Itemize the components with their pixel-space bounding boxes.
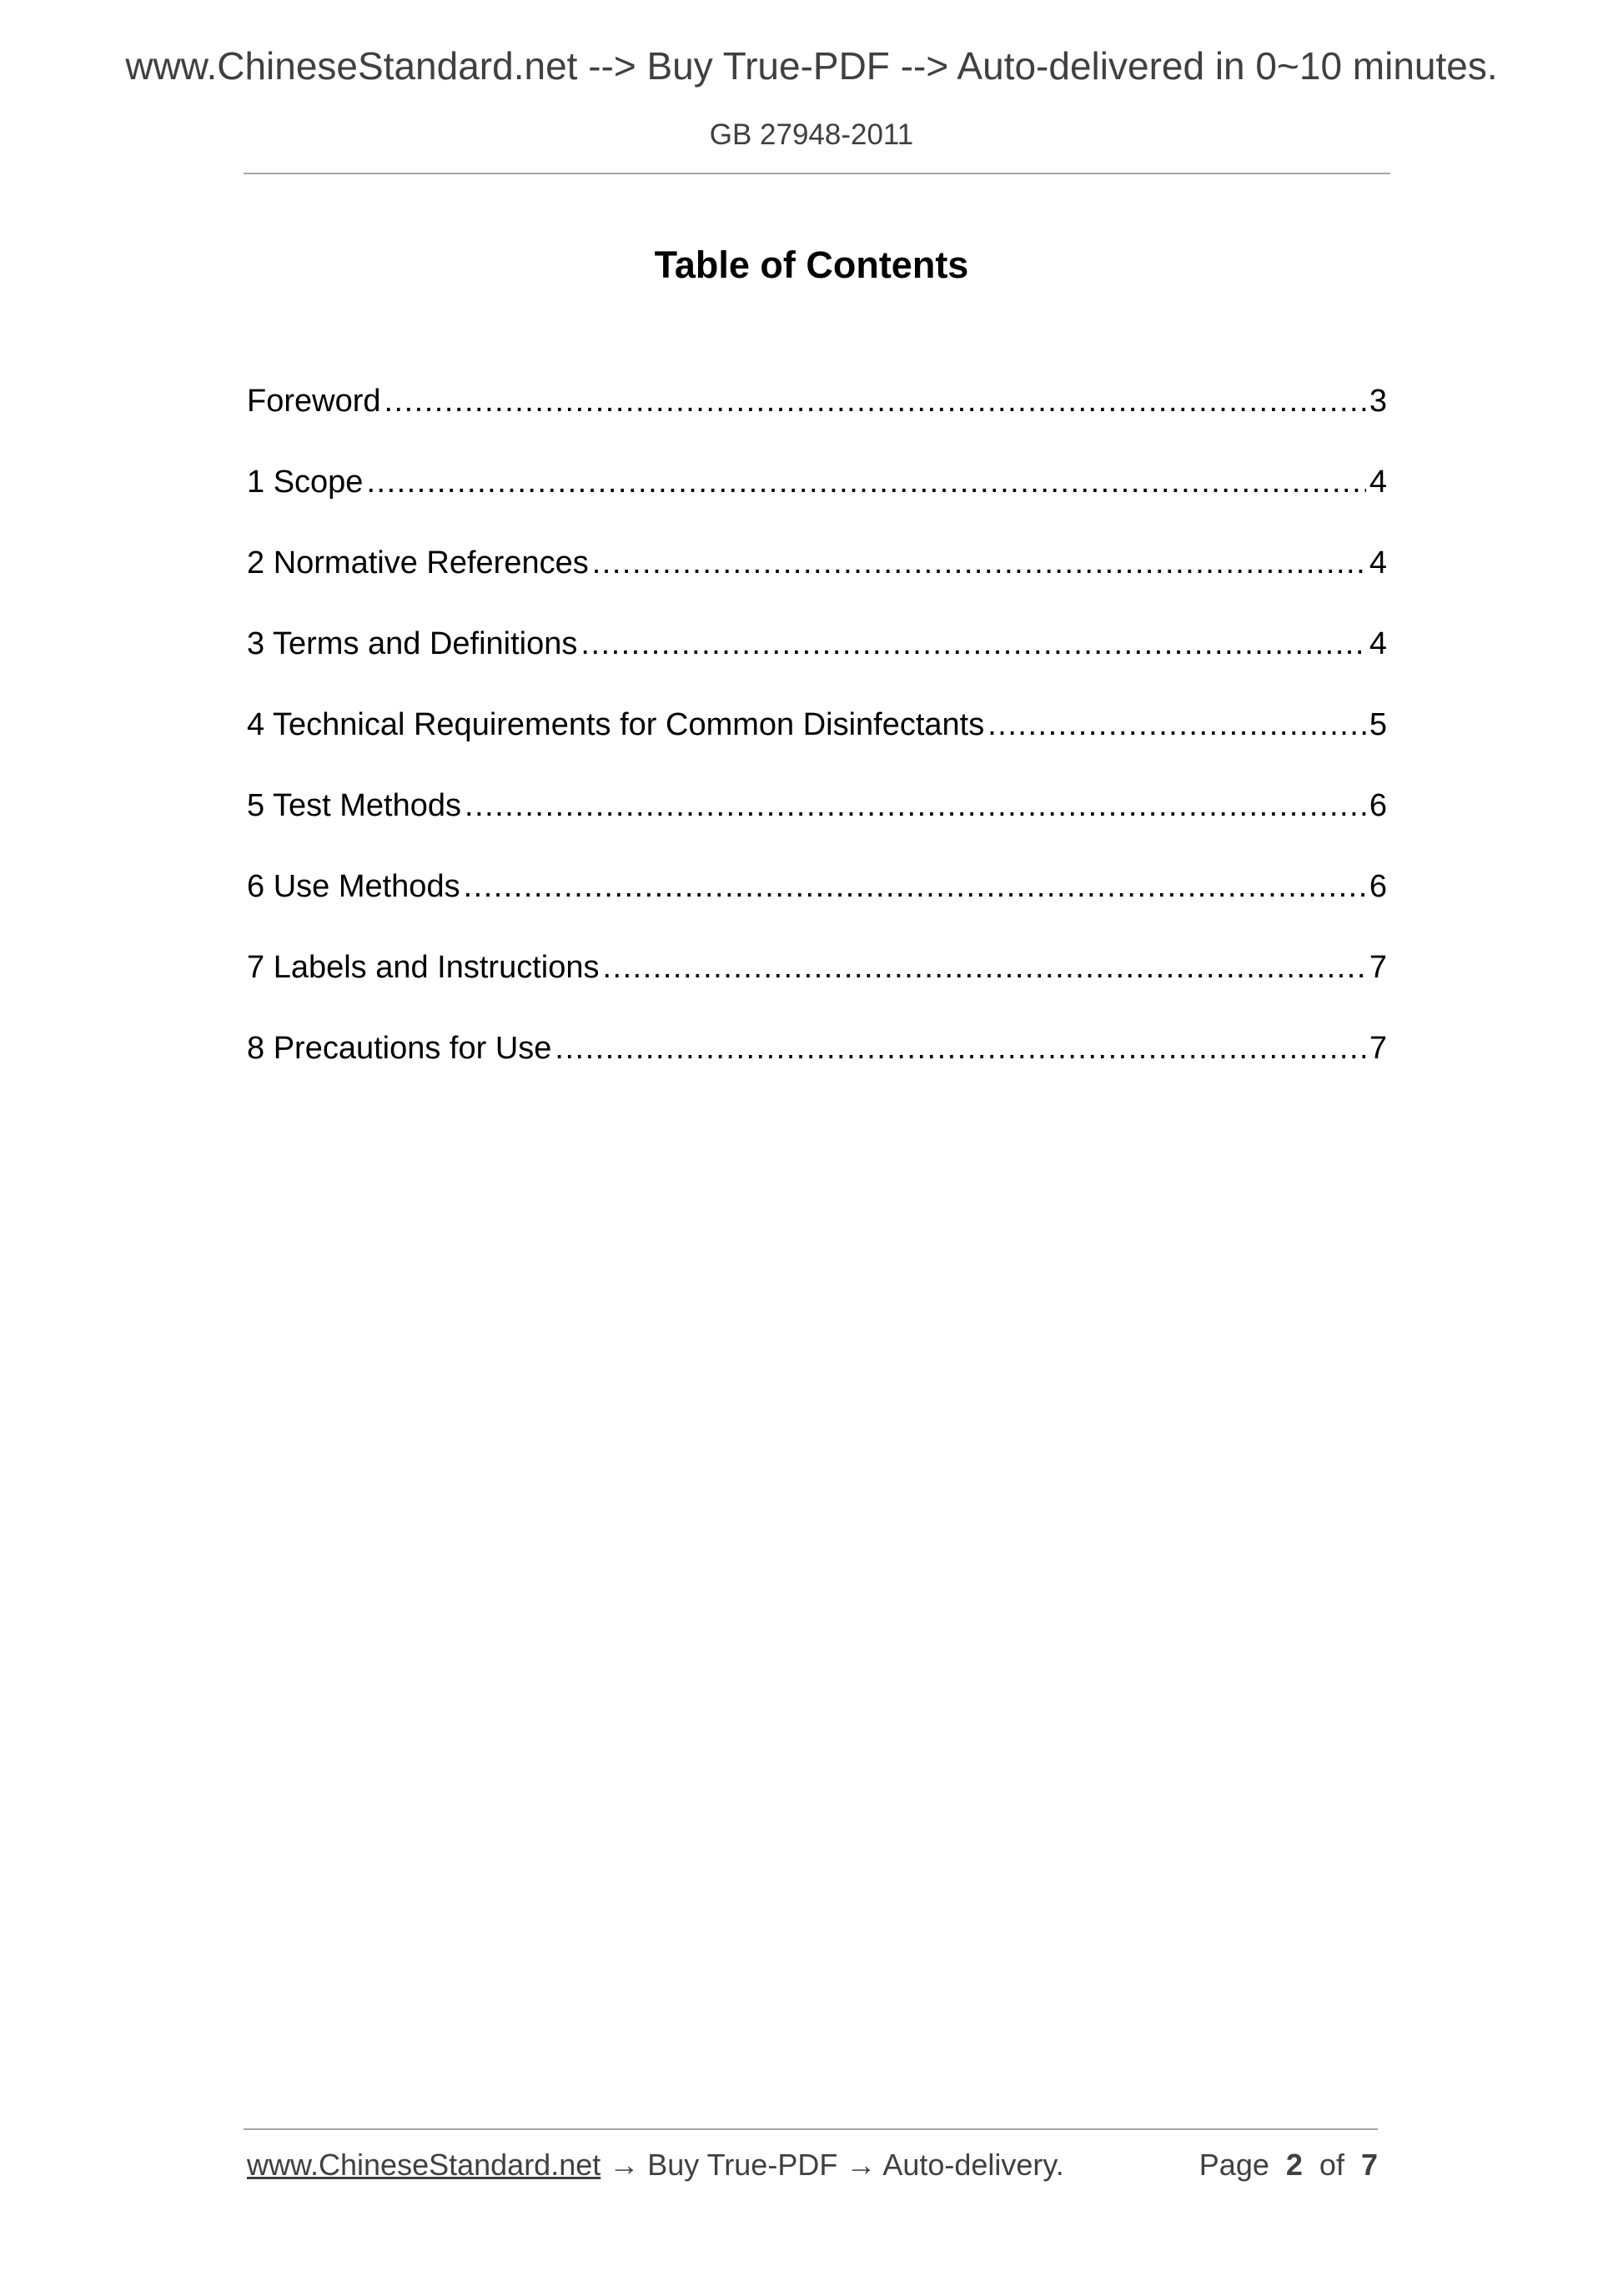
toc-entry-page: 7 — [1369, 950, 1387, 985]
footer-site-link[interactable]: www.ChineseStandard.net — [247, 2148, 601, 2182]
toc-entry-scope[interactable] — [247, 458, 1387, 539]
dot-leader — [366, 458, 1365, 506]
toc-entry-page: 4 — [1369, 545, 1387, 580]
dot-leader — [384, 377, 1366, 425]
dot-leader — [580, 620, 1365, 668]
toc-entry-page: 6 — [1369, 788, 1387, 823]
toc-entry-page: 4 — [1369, 465, 1387, 500]
page-indicator — [1199, 2148, 1378, 2183]
total-page-count: 7 — [1360, 2148, 1378, 2182]
toc-entry-normative-references[interactable] — [247, 539, 1387, 620]
toc-entry-foreword[interactable] — [247, 377, 1387, 458]
footer-promo — [247, 2148, 1064, 2183]
dot-leader — [603, 943, 1366, 992]
toc-entry-page: 6 — [1369, 869, 1387, 904]
dot-leader — [592, 539, 1366, 587]
footer-tagline: → Buy True-PDF → Auto-delivery. — [600, 2148, 1064, 2182]
toc-entry-label: 5 Test Methods — [247, 788, 462, 823]
toc-entry-terms-definitions[interactable] — [247, 620, 1387, 701]
toc-title: Table of Contents — [654, 244, 969, 286]
toc-entry-label: 3 Terms and Definitions — [247, 626, 578, 661]
toc-entry-test-methods[interactable] — [247, 781, 1387, 862]
header-divider — [244, 173, 1390, 174]
toc-entry-page: 7 — [1369, 1031, 1387, 1066]
toc-entry-label: Foreword — [247, 384, 381, 419]
of-word: of — [1319, 2148, 1344, 2182]
toc-list — [247, 377, 1387, 1105]
toc-entry-labels-instructions[interactable] — [247, 943, 1387, 1024]
current-page-number: 2 — [1285, 2148, 1303, 2182]
toc-entry-technical-requirements[interactable] — [247, 701, 1387, 781]
toc-entry-label: 7 Labels and Instructions — [247, 950, 600, 985]
toc-entry-use-methods[interactable] — [247, 862, 1387, 943]
top-banner: www.ChineseStandard.net --> Buy True-PDF --> Auto-delivered in 0~10 minutes. — [125, 44, 1498, 88]
dot-leader — [464, 862, 1366, 911]
dot-leader — [987, 701, 1366, 749]
toc-entry-label: 1 Scope — [247, 465, 364, 500]
toc-entry-label: 8 Precautions for Use — [247, 1031, 552, 1066]
dot-leader — [555, 1024, 1365, 1073]
dot-leader — [465, 781, 1366, 830]
toc-entry-precautions[interactable] — [247, 1024, 1387, 1105]
page-word: Page — [1198, 2148, 1269, 2182]
toc-entry-page: 4 — [1369, 626, 1387, 661]
footer-divider — [244, 2128, 1378, 2130]
toc-entry-label: 2 Normative References — [247, 545, 589, 580]
toc-entry-label: 6 Use Methods — [247, 869, 460, 904]
toc-entry-page: 3 — [1369, 384, 1387, 419]
toc-entry-label: 4 Technical Requirements for Common Disinfectants — [247, 707, 985, 742]
document-code: GB 27948-2011 — [709, 118, 914, 151]
toc-entry-page: 5 — [1369, 707, 1387, 742]
